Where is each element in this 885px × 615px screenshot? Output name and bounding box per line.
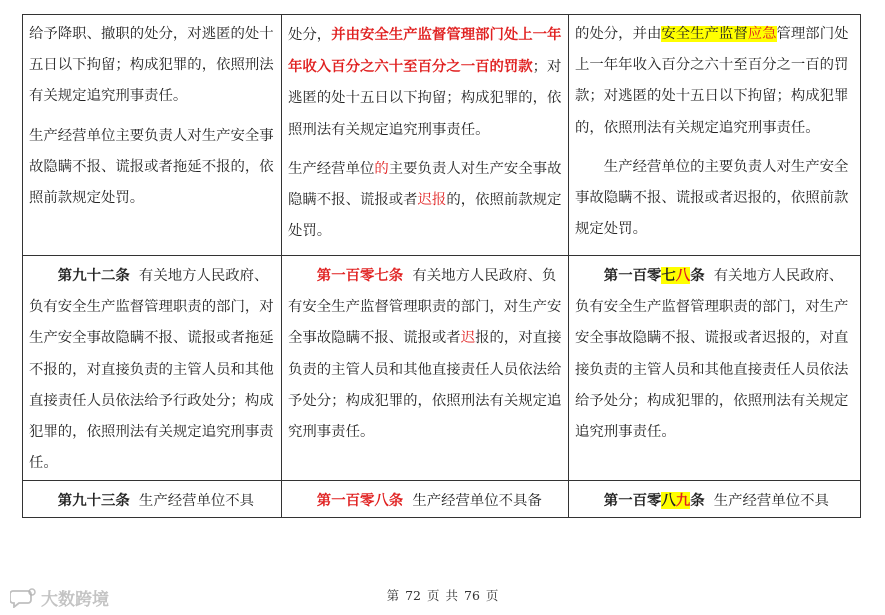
highlighted-text: 七 [661, 267, 676, 284]
article-number: 第一百零 [603, 492, 662, 509]
text-run: 管理部门处上一年年收入百分之六十至百分之一百的罚款；对逃匿的处十五日以下拘留；构成犯罪的，依照刑法有关规定追究刑事责任。 [575, 26, 849, 136]
text-run: 有关地方人民政府、负有安全生产监督管理职责的部门，对生产安全事故隐瞒不报、谎报或者 [288, 268, 562, 347]
highlighted-text: 安全生产监督 [661, 26, 748, 42]
cell-original-text [23, 256, 282, 481]
cell-original-text [23, 481, 282, 518]
text-run: 有关地方人民政府、负有安全生产监督管理职责的部门，对生产安全事故隐瞒不报、谎报或者迟报的，对直接负责的主管人员和其他直接责任人员依法给予处分；构成犯罪的，依照刑法有关规定追究刑事责任。 [575, 268, 849, 441]
text-run: 的处分，并由 [575, 26, 662, 42]
table-row [23, 15, 861, 256]
text-run: 的，依照前款规定处罚。 [288, 192, 562, 240]
paragraph [575, 485, 854, 517]
law-comparison-table [22, 14, 861, 518]
cell-amended-2014 [282, 15, 569, 256]
paragraph [288, 19, 562, 146]
table-row [23, 256, 861, 481]
paragraph [288, 260, 562, 448]
text-run: 生产经营单位不具备 [412, 493, 542, 509]
table-row [23, 481, 861, 518]
highlighted-added-text: 应急 [747, 26, 777, 42]
paragraph [29, 485, 275, 517]
text-run: ；对逃匿的处十五日以下拘留；构成犯罪的，依照刑法有关规定追究刑事责任。 [288, 59, 562, 138]
footer-text: 共 [445, 588, 459, 603]
current-page-number: 72 [405, 588, 421, 603]
chat-bubble-logo-icon [10, 588, 36, 608]
article-number: 第一百零八条 [316, 492, 404, 509]
added-text: 迟报 [417, 192, 447, 209]
cell-amended-2014 [282, 481, 569, 518]
paragraph [288, 485, 562, 517]
added-text: 的 [374, 160, 389, 177]
added-text: 迟 [460, 330, 476, 347]
paragraph [575, 19, 854, 144]
text-run: 生产经营单位不具 [713, 493, 829, 509]
footer-text: 页 [426, 588, 440, 603]
text-run: 报的，对直接负责的主管人员和其他直接责任人员依法给予处分；构成犯罪的，依照刑法有关规定追究刑事责任。 [288, 330, 562, 441]
article-number: 第九十二条 [57, 267, 130, 284]
paragraph: 生产经营单位的主要负责人对生产安全事故隐瞒不报、谎报或者迟报的，依照前款规定处罚。 [575, 158, 849, 238]
text-run: 生产经营单位 [288, 160, 375, 177]
text-run: 生产经营单位不具 [138, 493, 255, 509]
watermark [10, 585, 109, 610]
watermark-text: 大数跨境 [41, 590, 109, 610]
cell-amended-2014 [282, 256, 569, 481]
paragraph [29, 260, 275, 479]
article-number: 第一百零七条 [316, 267, 404, 284]
cell-amended-2021 [569, 481, 861, 518]
highlighted-added-text: 八 [675, 267, 691, 284]
article-number: 第九十三条 [57, 492, 130, 509]
highlighted-added-text: 九 [675, 492, 691, 509]
added-text: 并由安全生产监督管理部门处上一年年收入百分之六十至百分之一百的罚款 [288, 26, 562, 76]
article-number: 条 [690, 267, 705, 284]
total-page-count: 76 [464, 588, 480, 603]
cell-amended-2021 [569, 15, 861, 256]
footer-text: 页 [485, 588, 499, 603]
paragraph: 给予降职、撤职的处分，对逃匿的处十五日以下拘留；构成犯罪的，依照刑法有关规定追究刑事责任。 [29, 26, 274, 105]
paragraph [575, 260, 854, 448]
text-run: 处分， [288, 27, 332, 43]
page-footer [0, 586, 885, 604]
cell-original-text [23, 15, 282, 256]
article-number: 第一百零 [603, 267, 662, 284]
cell-amended-2021 [569, 256, 861, 481]
highlighted-text: 八 [661, 492, 676, 509]
paragraph: 生产经营单位主要负责人对生产安全事故隐瞒不报、谎报或者拖延不报的，依照前款规定处罚。 [29, 127, 274, 207]
text-run: 主要负责人对生产安全事故隐瞒不报、谎报或者 [288, 160, 562, 209]
article-number: 条 [690, 492, 705, 509]
paragraph [288, 154, 562, 248]
footer-text: 第 [386, 588, 400, 603]
text-run: 有关地方人民政府、负有安全生产监督管理职责的部门，对生产安全事故隐瞒不报、谎报或者拖延不报的，对直接负责的主管人员和其他直接责任人员依法给予行政处分；构成犯罪的，依照刑法有关规定追究刑事责任。 [29, 268, 274, 472]
